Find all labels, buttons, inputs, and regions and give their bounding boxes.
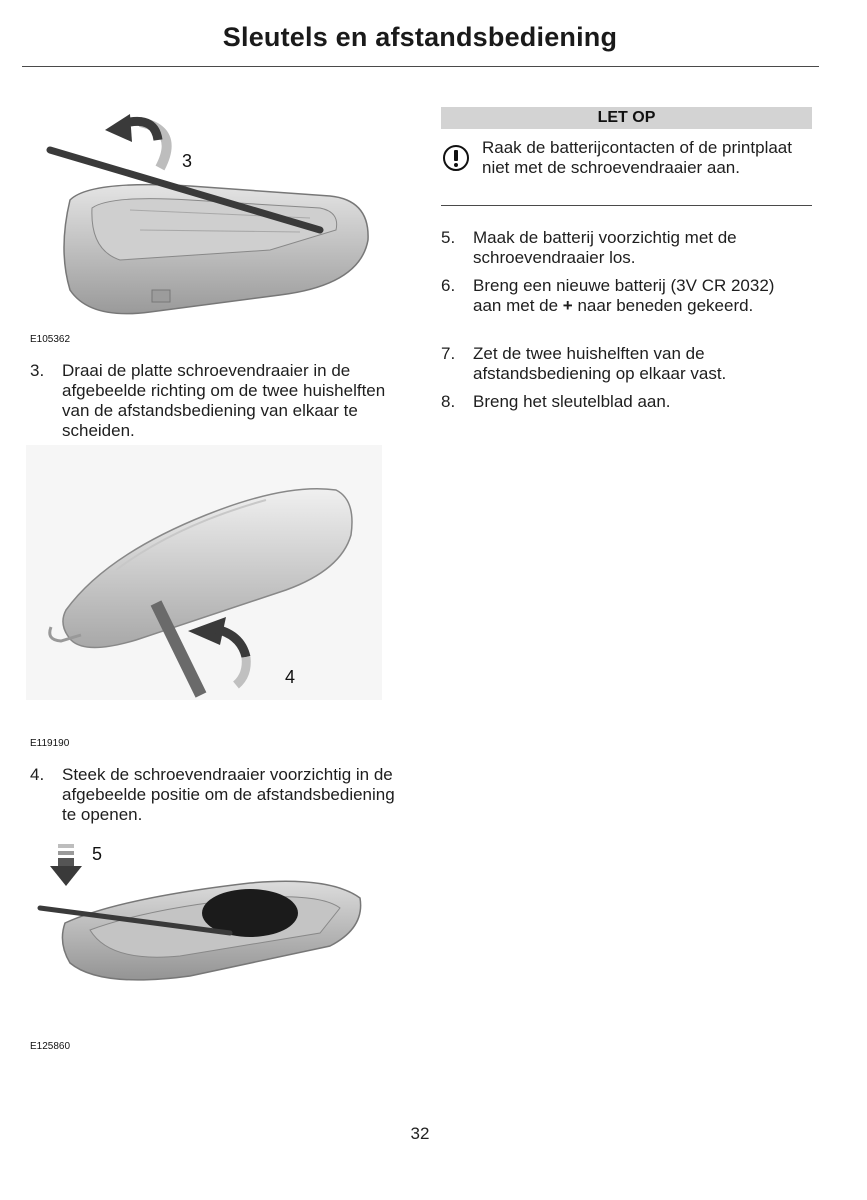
figure-code: E125860: [30, 1041, 71, 1052]
step-text: Steek de schroevendraaier voorzichtig in de afgebeelde positie om de afstandsbediening te openen.: [62, 765, 395, 824]
notice-divider: [441, 205, 812, 206]
title-divider: [22, 66, 819, 67]
step-text: Zet de twee huishelften van de afstandsbediening op elkaar vast.: [473, 344, 727, 383]
figure-code: E119190: [30, 738, 70, 749]
step-number: 8.: [441, 392, 456, 411]
notice-text: Raak de batterijcontacten of de printplaat niet met de schroevendraaier aan.: [482, 138, 792, 177]
step-number: 6.: [441, 276, 456, 295]
step-number: 5.: [441, 228, 456, 247]
step-text: [473, 276, 803, 316]
step-number: 4.: [30, 765, 45, 784]
step-text-after: naar beneden gekeerd.: [577, 296, 754, 315]
step-text: Breng het sleutelblad aan.: [473, 392, 671, 411]
step-text: Draai de platte schroevendraaier in de afgebeelde richting om de twee huishelften van de afstandsbediening van elkaar te scheiden.: [62, 361, 386, 440]
figure-battery-removal: [30, 838, 370, 998]
figure-key-fob-open-twist: [30, 100, 390, 325]
warning-exclamation-icon: [442, 144, 470, 172]
step-number: 7.: [441, 344, 456, 363]
notice-header: LET OP: [441, 107, 812, 129]
page-number: 32: [410, 1124, 430, 1143]
step-number: 3.: [30, 361, 45, 380]
figure-callout-5: 5: [92, 844, 103, 864]
page-title: Sleutels en afstandsbediening: [222, 22, 618, 52]
plus-symbol: +: [562, 296, 573, 315]
step-text-before: Breng een nieuwe batterij (3V CR 2032) aan met de: [473, 276, 775, 315]
step-text: Maak de batterij voorzichtig met de schroevendraaier los.: [473, 228, 737, 267]
figure-screwdriver-insert: [26, 445, 382, 700]
figure-callout-4: 4: [285, 667, 296, 687]
figure-callout-3: 3: [182, 151, 193, 171]
figure-code: E105362: [30, 334, 71, 345]
